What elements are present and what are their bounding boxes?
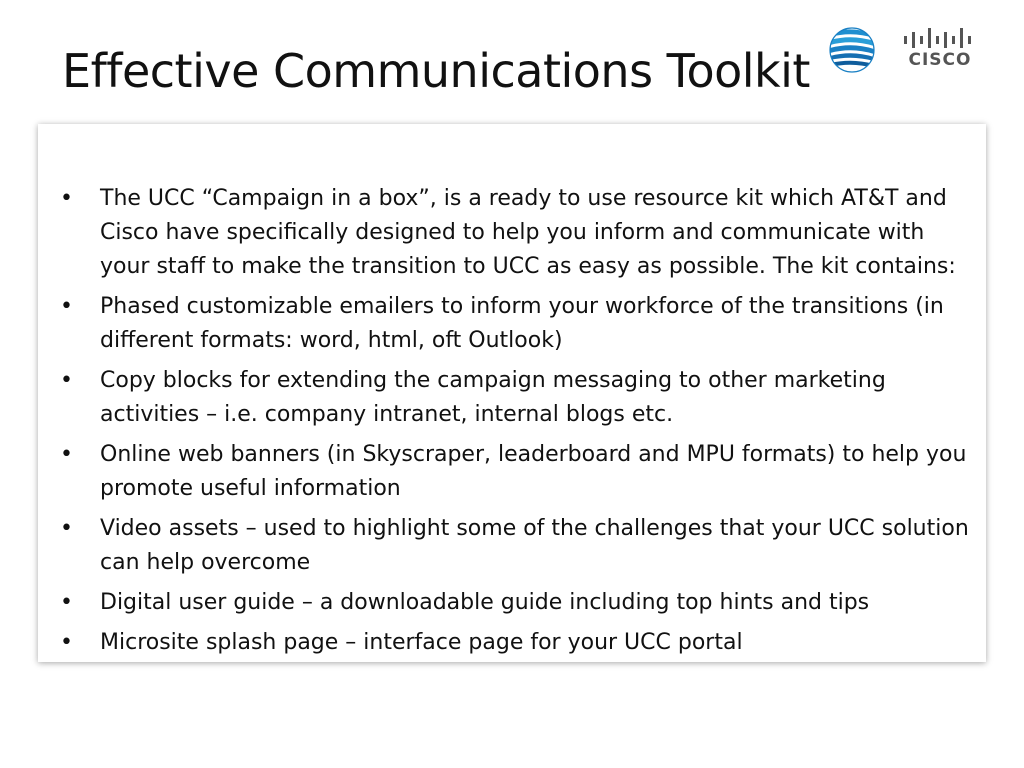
bullet-list (58, 182, 978, 666)
bullet-text: Microsite splash page – interface page for your UCC portal (100, 630, 743, 655)
cisco-logo (900, 26, 980, 72)
bullet-item (58, 364, 978, 432)
bullet-item (58, 290, 978, 358)
bullet-marker: • (60, 294, 73, 319)
cisco-wordmark: CISCO (908, 50, 972, 70)
bullet-item (58, 182, 978, 284)
slide-title: Effective Communications Toolkit (62, 44, 810, 98)
bullet-text: Digital user guide – a downloadable guide including top hints and tips (100, 590, 870, 615)
bullet-marker: • (60, 186, 73, 211)
bullet-marker: • (60, 368, 73, 393)
bullet-marker: • (60, 630, 73, 655)
bullet-item (58, 626, 978, 660)
bullet-marker: • (60, 442, 73, 467)
att-globe-logo (828, 26, 876, 74)
bullet-item (58, 512, 978, 580)
bullet-marker: • (60, 590, 73, 615)
bullet-item (58, 438, 978, 506)
bullet-marker: • (60, 516, 73, 541)
bullet-text: Online web banners (in Skyscraper, leaderboard and MPU formats) to help you promote useful information (100, 442, 967, 501)
bullet-text: Video assets – used to highlight some of the challenges that your UCC solution can help overcome (100, 516, 969, 575)
bullet-item (58, 586, 978, 620)
cisco-bars-icon (900, 26, 980, 50)
bullet-text: Copy blocks for extending the campaign messaging to other marketing activities – i.e. company intranet, internal blogs etc. (100, 368, 886, 427)
bullet-text: The UCC “Campaign in a box”, is a ready to use resource kit which AT&T and Cisco have specifically designed to help you inform and communicate with your staff to make the transition to UCC as easy as possible. The kit contains: (100, 186, 956, 279)
bullet-text: Phased customizable emailers to inform your workforce of the transitions (in different formats: word, html, oft Outlook) (100, 294, 944, 353)
